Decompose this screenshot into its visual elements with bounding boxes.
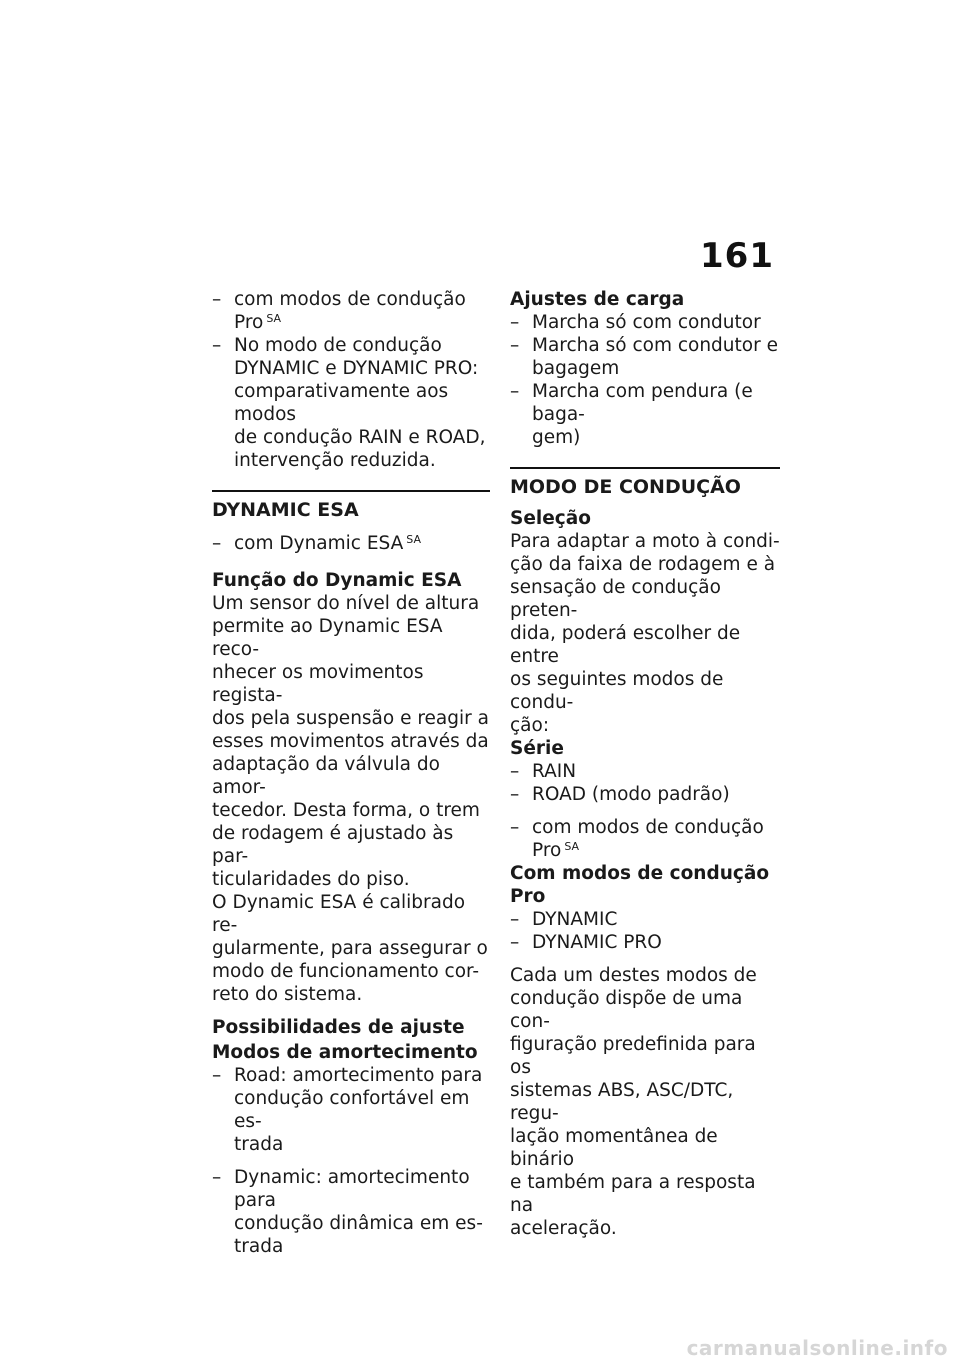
list-item: – com modos de condução Pro $^{SA}$ xyxy=(510,817,764,861)
list-item: – DYNAMIC xyxy=(510,909,618,930)
list-item: – Road: amortecimento para condução confortável em es- trada xyxy=(212,1065,483,1155)
list-item: – com Dynamic ESA $^{SA}$ xyxy=(212,533,422,554)
section-title-dynamic-esa: DYNAMIC ESA xyxy=(212,490,490,522)
paragraph: O Dynamic ESA é calibrado re- gularmente, para assegurar o modo de funcionamento cor- reto do sistema. xyxy=(212,892,488,1005)
sa-marker: SA xyxy=(406,533,422,546)
list-item: – Marcha só com condutor e bagagem xyxy=(510,335,778,379)
right-column xyxy=(510,288,780,1240)
heading-funcao: Função do Dynamic ESA xyxy=(212,570,462,591)
heading-serie: Série xyxy=(510,738,564,759)
section-title-modo-conducao: MODO DE CONDUÇÃO xyxy=(510,467,780,499)
sa-marker: SA xyxy=(564,840,580,853)
heading-possibilidades: Possibilidades de ajuste xyxy=(212,1017,465,1038)
left-column xyxy=(212,288,490,1258)
paragraph: Cada um destes modos de condução dispõe de uma con- figuração predefinida para os sistemas ABS, ASC/DTC, regu- lação momentânea de binário e também para a resposta na aceleração. xyxy=(510,965,757,1239)
list-item: – ROAD (modo padrão) xyxy=(510,784,730,805)
heading-selecao: Seleção xyxy=(510,508,591,529)
list-item: – No modo de condução DYNAMIC e DYNAMIC PRO: comparativamente aos modos de condução RAIN e ROAD, intervenção reduzida. xyxy=(212,335,486,471)
list-item: – com modos de condução Pro $^{SA}$ xyxy=(212,289,466,333)
sa-marker: SA xyxy=(266,312,282,325)
list-item: – Dynamic: amortecimento para condução dinâmica em es- trada xyxy=(212,1167,483,1257)
list-item: – Marcha só com condutor xyxy=(510,312,761,333)
paragraph: Para adaptar a moto à condi- ção da faixa de rodagem e à sensação de condução preten- dida, poderá escolher de entre os seguintes modos de condu- ção: xyxy=(510,531,780,736)
page-number: 161 xyxy=(700,236,774,276)
list-item: – Marcha com pendura (e baga- gem) xyxy=(510,381,753,448)
watermark: carmanualsonline.info xyxy=(686,1336,948,1360)
heading-modos-amortecimento: Modos de amortecimento xyxy=(212,1042,478,1063)
paragraph: Um sensor do nível de altura permite ao Dynamic ESA reco- nhecer os movimentos regista- dos pela suspensão e reagir a esses movimentos através da adaptação da válvula do amor- tecedor. Desta forma, o trem de rodagem é ajustado às par- ticularidades do piso. xyxy=(212,593,489,890)
heading-com-modos-pro: Com modos de condução Pro xyxy=(510,863,770,907)
list-item: – RAIN xyxy=(510,761,577,782)
list-item: – DYNAMIC PRO xyxy=(510,932,662,953)
heading-ajustes-carga: Ajustes de carga xyxy=(510,289,685,310)
